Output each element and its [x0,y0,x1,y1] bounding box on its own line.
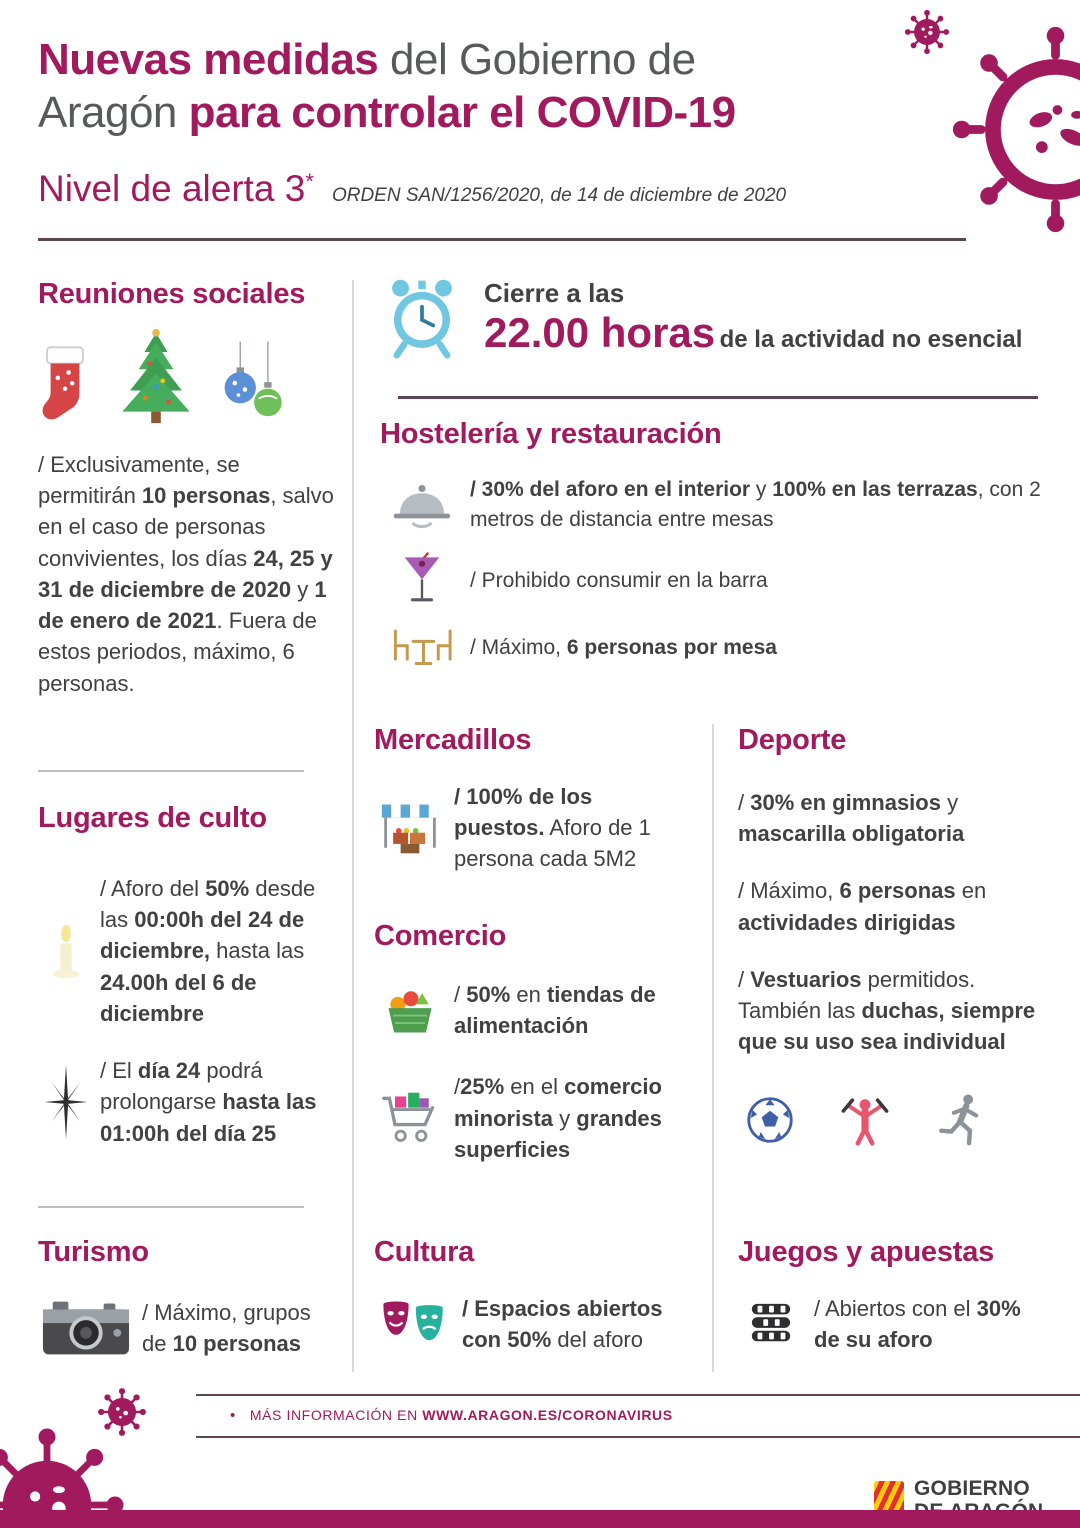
section-comercio [374,920,688,1165]
reuniones-body: / Exclusivamente, se permitirán 10 personas, salvo en el caso de personas convivientes, los días 24, 25 y 31 de diciembre de 2020 y 1 de enero de 2021. Fuera de estos periodos, máximo, 6 personas. [38,452,334,696]
footer-bullet: • [230,1406,236,1424]
section-cierre [380,274,1045,362]
running-icon [936,1092,986,1148]
page-title [38,34,878,140]
hosteleria-item-3 [380,625,1042,671]
mercadillos-item-1-text: / 100% de los puestos. Aforo de 1 persona cada 5M2 [454,784,651,872]
alert-asterisk: * [305,169,314,194]
alert-row [38,168,918,210]
candle-icon [38,922,94,980]
grocery-basket-icon [374,983,446,1037]
title-line-1 [38,34,878,87]
title-gray-1: del Gobierno de [378,35,696,84]
market-stall-icon [374,800,446,856]
christmas-icons-row [38,327,334,427]
cierre-prefix: Cierre a las [484,278,625,308]
title-accent-2: para controlar el COVID-19 [188,87,736,137]
cierre-time: 22.00 horas [484,309,716,356]
title-gray-2: Aragón [38,87,189,137]
christmas-stocking-icon [38,345,92,427]
comercio-heading: Comercio [374,920,507,952]
section-cultura [374,1236,692,1355]
poker-chips-icon [738,1300,804,1348]
turismo-item-1-text: / Máximo, grupos de 10 personas [142,1300,311,1357]
christmas-tree-icon [112,327,200,427]
footer-info-prefix: MÁS INFORMACIÓN EN [249,1407,423,1423]
title-line-2 [38,87,878,140]
footer-info-row [196,1396,1080,1434]
hosteleria-item-3-text: / Máximo, 6 personas por mesa [470,635,777,659]
juegos-item-1 [738,1293,1040,1355]
culto-item-1 [38,873,338,1029]
cierre-text [484,274,1022,357]
header-divider [38,238,966,241]
turismo-item-1 [38,1297,338,1359]
vertical-divider-2 [712,724,714,1372]
cultura-item-1 [374,1293,692,1355]
footer-divider-bottom [196,1436,1080,1438]
deporte-heading: Deporte [738,724,847,756]
deporte-item-1-text: / 30% en gimnasios y mascarilla obligatoria [738,790,965,847]
cierre-suffix: de la actividad no esencial [719,326,1023,353]
section-reuniones-sociales [38,278,334,699]
bottom-accent-bar [0,1510,1080,1528]
theater-masks-icon [374,1298,454,1350]
mercadillos-item-1 [374,781,688,875]
hosteleria-item-2-text: / Prohibido consumir en la barra [470,568,768,592]
comercio-item-1-text: / 50% en tiendas de alimentación [454,982,656,1039]
juegos-item-1-text: / Abiertos con el 30% de su aforo [814,1296,1021,1353]
serving-dome-icon [380,480,464,530]
comercio-item-2 [374,1071,688,1165]
culto-item-1-text: / Aforo del 50% desde las 00:00h del 24 de diciembre, hasta las 24.00h del 6 de diciembre [100,876,316,1026]
left-divider-2 [38,1206,304,1208]
camera-icon [38,1297,134,1359]
cocktail-icon [380,551,464,611]
weightlifting-icon [838,1093,892,1147]
comercio-item-2-text: /25% en el comercio minorista y grandes superficies [454,1074,662,1162]
hosteleria-heading: Hostelería y restauración [380,418,722,450]
deporte-item-3-text: / Vestuarios permitidos. También las duchas, siempre que su uso sea individual [738,966,1036,1055]
hosteleria-item-2 [380,551,1042,611]
cierre-divider [398,396,1038,399]
turismo-heading: Turismo [38,1236,149,1268]
reuniones-heading: Reuniones sociales [38,278,306,310]
vertical-divider-1 [352,280,354,1372]
left-divider-1 [38,770,304,772]
shopping-cart-icon [374,1090,446,1146]
alarm-clock-icon [380,274,464,362]
table-chairs-icon [380,625,464,671]
coronavirus-icon [903,8,951,56]
section-hosteleria [380,418,1042,671]
culto-item-2-text: / El día 24 podrá prolongarse hasta las 01:00h del día 25 [100,1058,317,1146]
ornaments-icon [220,341,290,427]
coronavirus-icon-large [948,22,1080,237]
culto-item-2 [38,1055,338,1149]
order-reference: ORDEN SAN/1256/2020, de 14 de diciembre de 2020 [331,185,787,206]
comercio-item-1 [374,979,688,1041]
hosteleria-item-1 [380,475,1042,535]
soccer-ball-icon [746,1096,794,1144]
footer-info-text [250,1407,673,1423]
footer-info-url[interactable]: WWW.ARAGON.ES/CORONAVIRUS [422,1407,673,1423]
star-icon [38,1064,94,1140]
section-turismo [38,1236,338,1359]
deporte-item-2-text: / Máximo, 6 personas en actividades dirigidas [738,878,987,935]
deporte-icons-row [738,1092,1040,1148]
section-juegos [738,1236,1040,1355]
cultura-item-1-text: / Espacios abiertos con 50% del aforo [462,1296,663,1353]
cierre-line [484,309,1022,357]
juegos-heading: Juegos y apuestas [738,1236,995,1268]
mercadillos-heading: Mercadillos [374,724,532,756]
logo-line-1: GOBIERNO [914,1477,1030,1500]
title-accent-1: Nuevas medidas [38,35,379,84]
section-deporte [738,724,1040,1148]
section-lugares-de-culto [38,802,338,1149]
section-mercadillos [374,724,688,875]
alert-level: Nivel de alerta 3 [38,168,306,209]
cultura-heading: Cultura [374,1236,475,1268]
hosteleria-item-1-text: / 30% del aforo en el interior y 100% en las terrazas, con 2 metros de distancia entre mesas [470,478,1041,531]
culto-heading: Lugares de culto [38,802,267,834]
